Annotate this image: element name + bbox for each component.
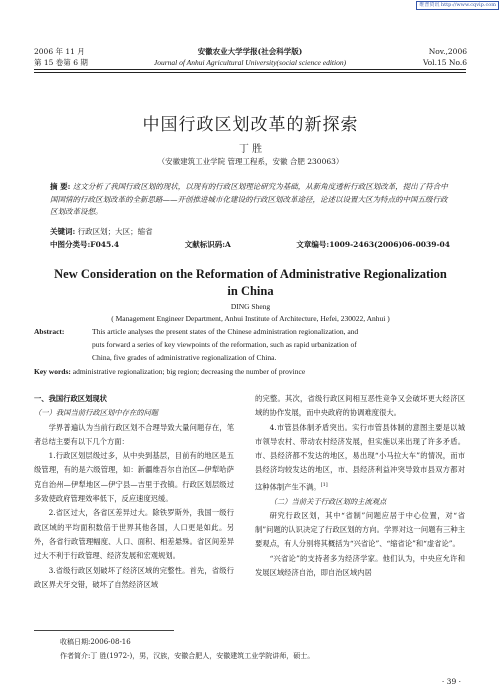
article-title-en-line2: in China — [227, 284, 274, 298]
journal-name-cn: 安徽农业大学学报(社会科学版) — [197, 47, 303, 56]
header-volume-en: Vol.15 No.6 — [422, 58, 467, 67]
paragraph: “兴省论”的支持者多为经济学家。他们认为，中央应允许和发展区域经济自治，即自治区域内居 — [255, 553, 465, 577]
header-date: 2006 年 11 月 — [34, 47, 85, 56]
header-rule-thin — [34, 72, 466, 73]
header-month-en: Nov.,2006 — [428, 47, 467, 56]
subsection-heading-1: （一）我国当前行政区划中存在的问题 — [34, 408, 159, 418]
author-cn: 丁 胜 — [238, 144, 263, 155]
article-title-en-line1: New Consideration on the Reformation of Administrative Regionalization — [54, 267, 447, 281]
subsection-heading-2: （二）当前关于行政区划的主流观点 — [269, 496, 387, 506]
clc-number: 中图分类号:F045.4 — [50, 240, 120, 249]
paragraph: 2.省区过大，各省区差异过大。除铁罗斯外，我国一级行政区域的平均面积数倍于世界其他各国，人口更是如此。另外，各省行政管理幅度、人口、面积、相差悬殊。省区间差异过大不利于行政管理、经济发展和宏观规划。 — [34, 508, 234, 561]
abstract-cn-label: 摘 要: — [50, 182, 71, 191]
header-rule — [34, 69, 466, 70]
keywords-en-text: administrative regionalization; big region; decreasing the number of province — [72, 367, 306, 376]
keywords-en-label: Key words: — [34, 367, 71, 376]
abstract-en-line3: China, five grades of administrative regionalization of China. — [92, 353, 277, 362]
page-number: · 39 · — [441, 677, 461, 686]
abstract-en-line1: This article analyses the present states of the Chinese administration regionalization, and — [92, 327, 359, 336]
paragraph: 的完整。其次，省级行政区间相互恶性竞争又会破坏更大经济区域的协作发展，而中央政府的协调难度很大。 — [255, 394, 465, 418]
header-volume-cn: 第 15 卷第 6 期 — [34, 58, 88, 67]
abstract-cn — [50, 181, 450, 219]
abstract-en-line2: puts forward a series of key viewpoints of the reformation, such as rapid urbanization of — [92, 340, 357, 349]
body-column-left — [34, 392, 234, 592]
keywords-en — [34, 366, 305, 377]
document-code: 文献标识码:A — [184, 240, 231, 249]
footnote-rule — [34, 630, 174, 631]
paragraph: 学界普遍认为当前行政区划不合理导致大量问题存在，笔者总结主要有以下几个方面： — [34, 422, 234, 446]
body-column-right — [255, 392, 465, 580]
author-bio: 作者简介:丁 胜(1972-)，男，汉族，安徽合肥人，安徽建筑工业学院讲师，硕士。 — [60, 652, 315, 660]
journal-name-en: Journal of Anhui Agricultural University(social science edition) — [153, 58, 347, 67]
section-heading-1: 一、我国行政区划现状 — [34, 394, 107, 403]
paragraph-text: 4.市管县体制矛盾突出。实行市管县体制的意图主要是以城市领导农村、带动农村经济发展，但实施以来出现了许多矛盾。市、县经济都不发达的地区，易出现“小马拉大车”的情况，而市县经济均较发达的地区，市、县经济利益冲突导致市县双方都对这种体制产生不满。 — [255, 422, 465, 492]
abstract-en-label: Abstract: — [34, 327, 65, 336]
keywords-cn-label: 关键词: — [50, 227, 76, 236]
watermark-stamp: 维普资讯 http://www.cqvip.com — [416, 1, 499, 10]
keywords-cn — [50, 226, 153, 237]
received-date: 收稿日期:2006-08-16 — [60, 638, 131, 646]
abstract-cn-text: 这文分析了我国行政区划的现状，以现有的行政区划理论研究为基础，从新角度透析行政区划改革，提出了符合中国国情的行政区划改革的全新思路——开创推进城市化建设的行政区划改革途径，论述以设置大区为特点的中国五级行政区划改革设想。 — [50, 182, 448, 216]
keywords-cn-text: 行政区划；大区；缩省 — [77, 227, 153, 236]
paragraph: 3.省级行政区划破坏了经济区域的完整性。首先，省级行政区界犬牙交错，破坏了自然经济区域 — [34, 565, 234, 589]
affiliation-cn: （安徽建筑工业学院 管理工程系，安徽 合肥 230063） — [157, 157, 344, 166]
article-meta-row — [50, 239, 450, 250]
article-number: 文章编号:1009-2463(2006)06-0039-04 — [296, 240, 450, 249]
author-en: DING Sheng — [230, 302, 271, 311]
paragraph: 1.行政区划层级过多，从中央到基层，目前有的地区是五级管理，有的是六级管理，如：新疆维吾尔自治区—伊犁哈萨克自治州—伊犁地区—伊宁县—吉里于孜镇。行政区划层级过多致使政府管理效率低下，反应速度迟缓。 — [34, 451, 234, 504]
paragraph — [255, 421, 465, 495]
paragraph: 研究行政区划，其中“省制”问题应居于中心位置，对“省制”问题的认识决定了行政区划的方向。学界对这一问题有三种主要观点，有人分别将其概括为“兴省论”、“缩省论”和“虚省论”。 — [255, 510, 465, 549]
affiliation-en: ( Management Engineer Department, Anhui Institute of Architecture, Hefei, 230022, Anhui ) — [111, 314, 390, 323]
article-title-cn: 中国行政区划改革的新探索 — [142, 115, 359, 135]
citation-ref: [1] — [320, 481, 328, 488]
